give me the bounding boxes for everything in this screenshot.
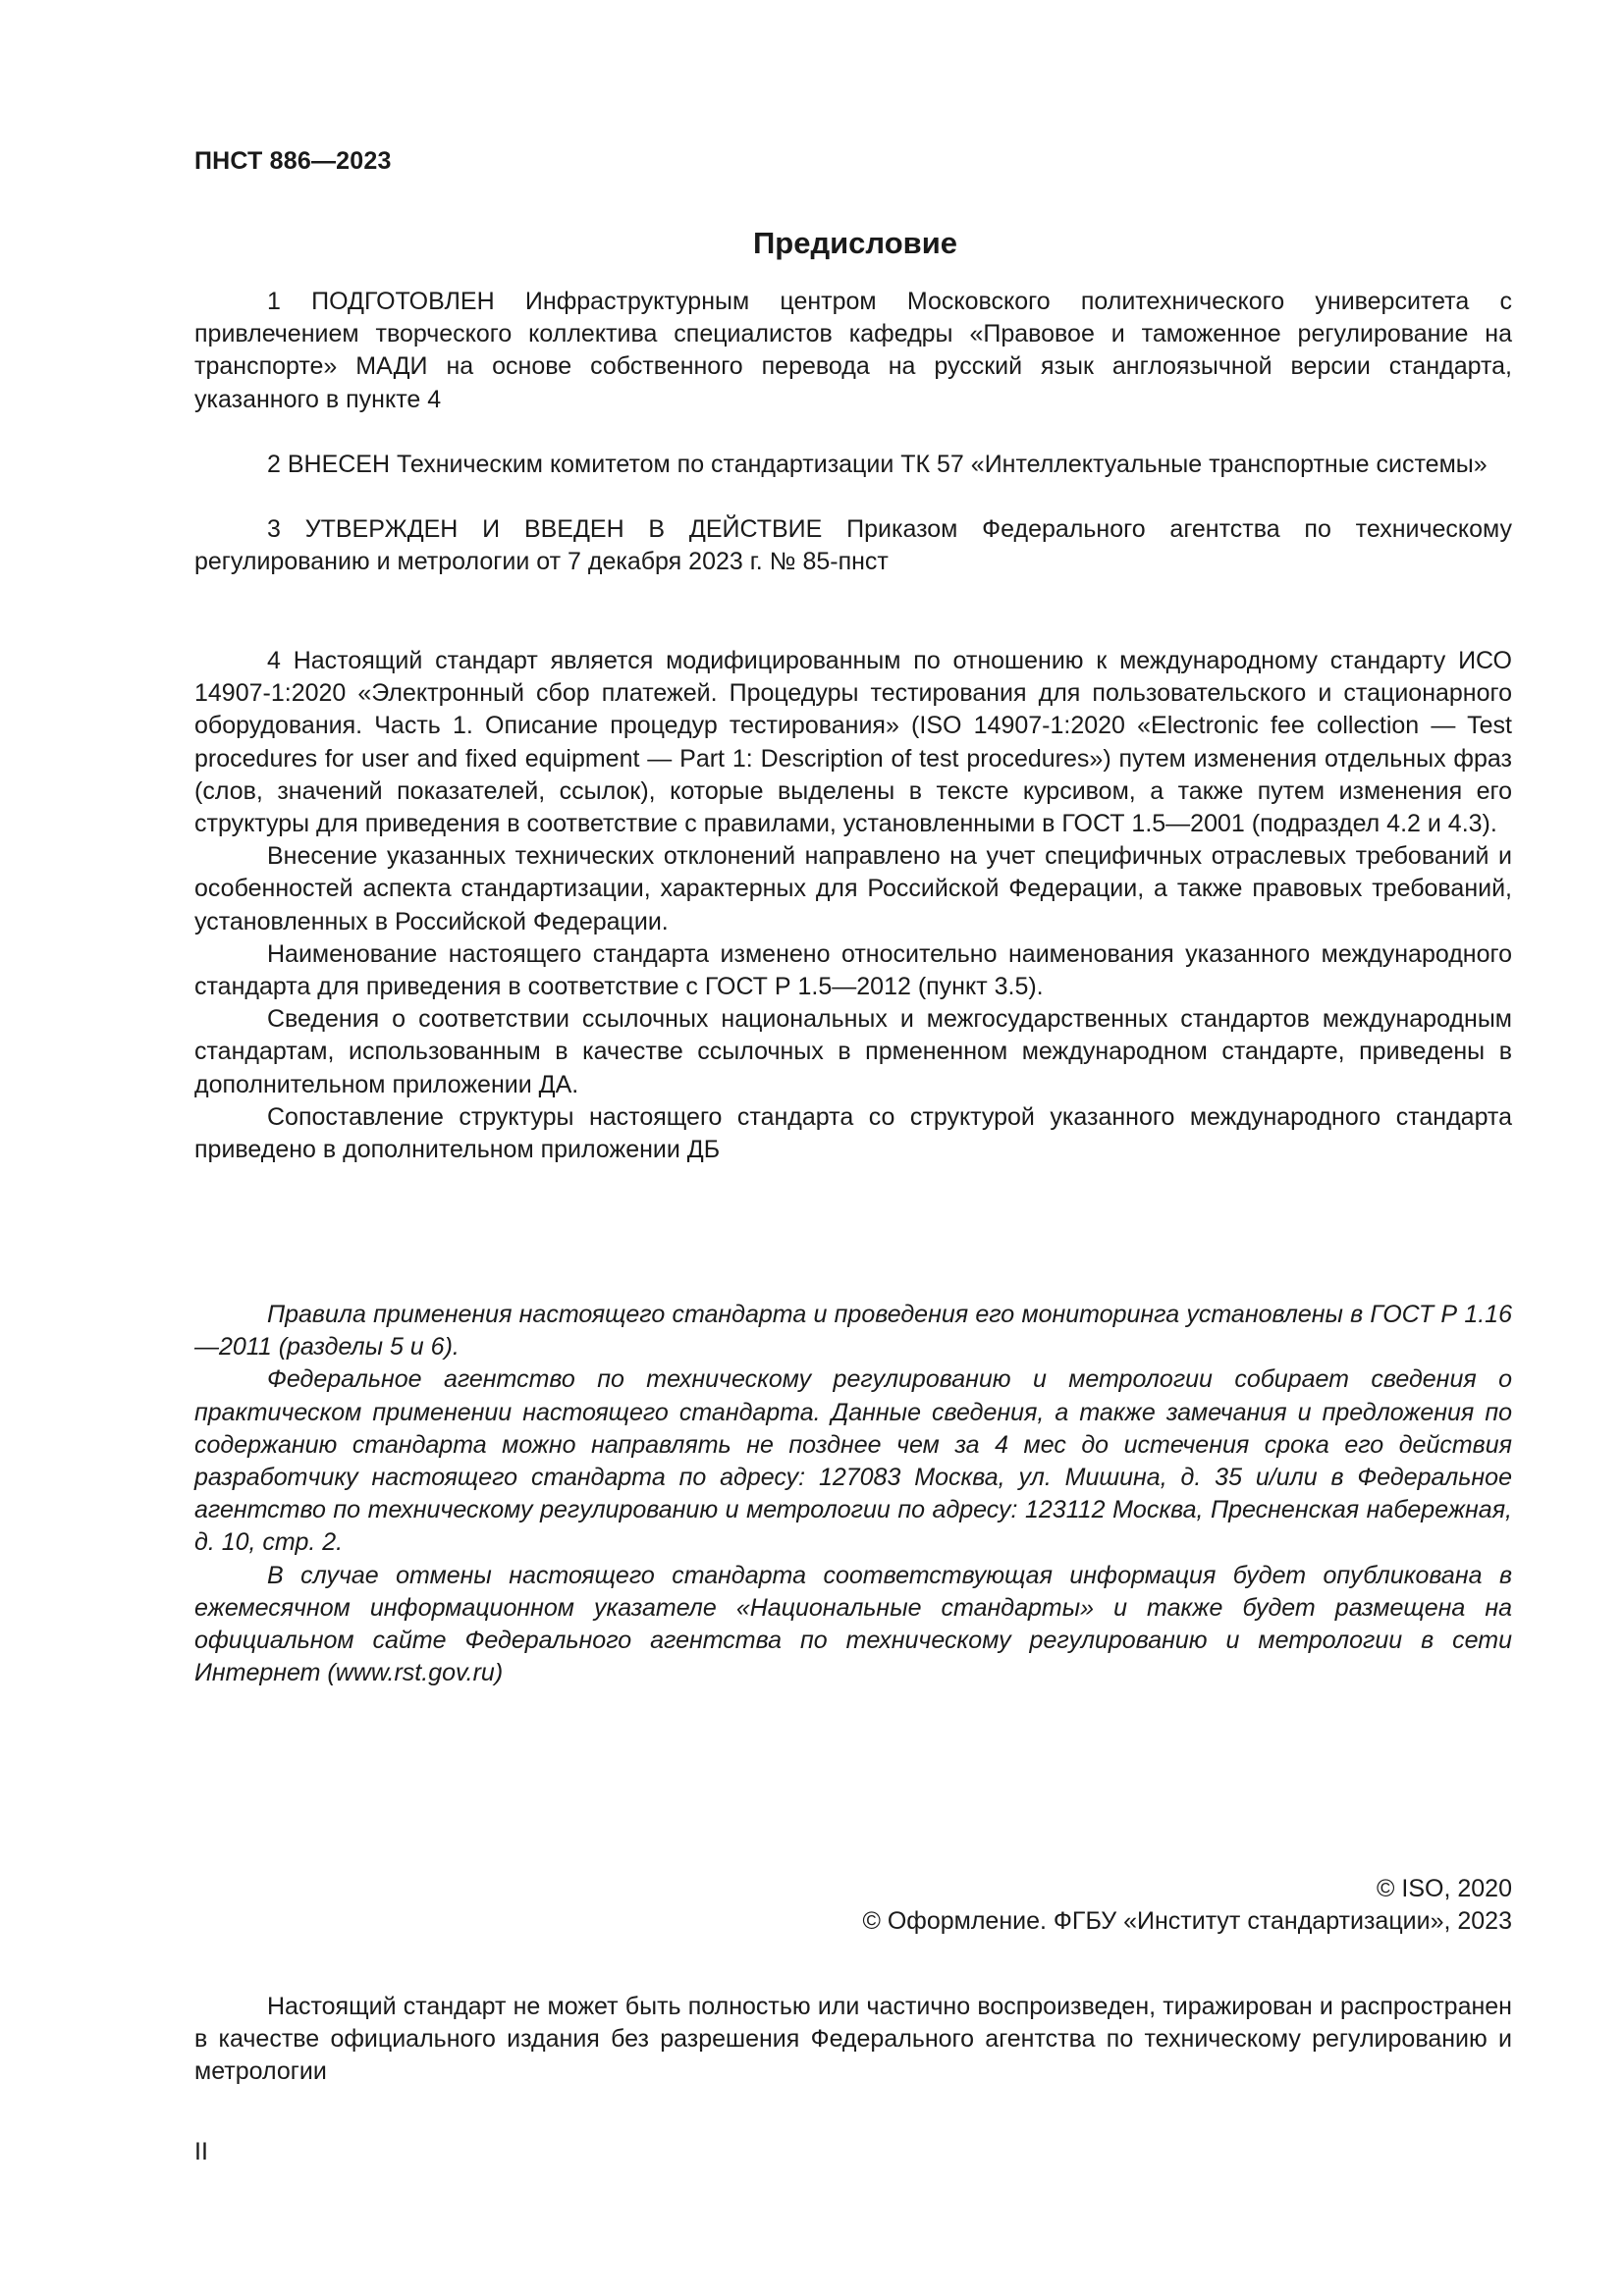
- foreword-item-3: 3 УТВЕРЖДЕН И ВВЕДЕН В ДЕЙСТВИЕ Приказом Федерального агентства по техническому регулированию и метрологии от 7 декабря 2023 г. № 85-пнст: [194, 515, 1512, 576]
- document-code: ПНСТ 886—2023: [194, 147, 392, 175]
- foreword-item-2: 2 ВНЕСЕН Техническим комитетом по стандартизации ТК 57 «Интеллектуальные транспортные системы»: [267, 450, 1488, 478]
- application-rules-note: Правила применения настоящего стандарта и проведения его мониторинга установлены в ГОСТ Р 1.16—2011 (разделы 5 и 6).: [194, 1301, 1512, 1362]
- reference-info-paragraph: Сведения о соответствии ссылочных национальных и межгосударственных стандартов международным стандартам, использованным в качестве ссылочных в прмененном международном стандарте, приведены в дополнительном приложении ДА.: [194, 1005, 1512, 1098]
- foreword-item-4: 4 Настоящий стандарт является модифицированным по отношению к международному стандарту ИСО 14907-1:2020 «Электронный сбор платежей. Процедуры тестирования для пользовательского и стационарного оборудования. Часть 1. Описание процедур тестирования» (ISO 14907-1:2020 «Electronic fee collection — Test procedures for user and fixed equipment — Part 1: Description of test procedures») путем изменения отдельных фраз (слов, значений показателей, ссылок), которые выделены в тексте курсивом, а также путем изменения его структуры для приведения в соответствие с правилами, установленными в ГОСТ 1.5—2001 (подраздел 4.2 и 4.3).: [194, 647, 1512, 838]
- reproduction-notice: Настоящий стандарт не может быть полностью или частично воспроизведен, тиражирован и распространен в качестве официального издания без разрешения Федерального агентства по техническому регулированию и метрологии: [194, 1993, 1512, 2086]
- feedback-note: Федеральное агентство по техническому регулированию и метрологии собирает сведения о практическом применении настоящего стандарта. Данные сведения, а также замечания и предложения по содержанию стандарта можно направлять не позднее чем за 4 мес до истечения срока его действия разработчику настоящего стандарта по адресу: 127083 Москва, ул. Мишина, д. 35 и/или в Федеральное агентство по техническому регулированию и метрологии по адресу: 123112 Москва, Пресненская набережная, д. 10, стр. 2.: [194, 1365, 1512, 1557]
- copyright-iso: © ISO, 2020: [1377, 1875, 1512, 1902]
- reproduction-notice-block: [194, 1991, 1512, 2089]
- cancellation-note: В случае отмены настоящего стандарта соответствующая информация будет опубликована в ежемесячном информационном указателе «Национальные стандарты» и также будет размещена на официальном сайте Федерального агентства по техническому регулированию и метрологии в сети Интернет (www.rst.gov.ru): [194, 1561, 1512, 1687]
- page-number: II: [194, 2138, 208, 2165]
- page-title: Предисловие: [752, 226, 957, 260]
- structure-comparison-paragraph: Сопоставление структуры настоящего стандарта со структурой указанного международного стандарта приведено в дополнительном приложении ДБ: [194, 1102, 1512, 1164]
- name-change-paragraph: Наименование настоящего стандарта изменено относительно наименования указанного международного стандарта для приведения в соответствие с ГОСТ Р 1.5—2012 (пункт 3.5).: [194, 939, 1512, 1001]
- foreword-item-4-block: [194, 645, 1512, 1166]
- application-rules-block: [194, 1299, 1512, 1689]
- foreword-item-1: 1 ПОДГОТОВЛЕН Инфраструктурным центром Московского политехнического университета с привлечением творческого коллектива специалистов кафедры «Правовое и таможенное регулирование на транспорте» МАДИ на основе собственного перевода на русский язык англоязычной версии стандарта, указанного в пункте 4: [194, 288, 1512, 413]
- deviation-paragraph: Внесение указанных технических отклонений направлено на учет специфичных отраслевых требований и особенностей аспекта стандартизации, характерных для Российской Федерации, а также правовых требований, установленных в Российской Федерации.: [194, 842, 1512, 935]
- copyright-design: © Оформление. ФГБУ «Институт стандартизации», 2023: [862, 1907, 1512, 1935]
- copyright-block: [862, 1873, 1512, 1938]
- foreword-items: [194, 286, 1512, 578]
